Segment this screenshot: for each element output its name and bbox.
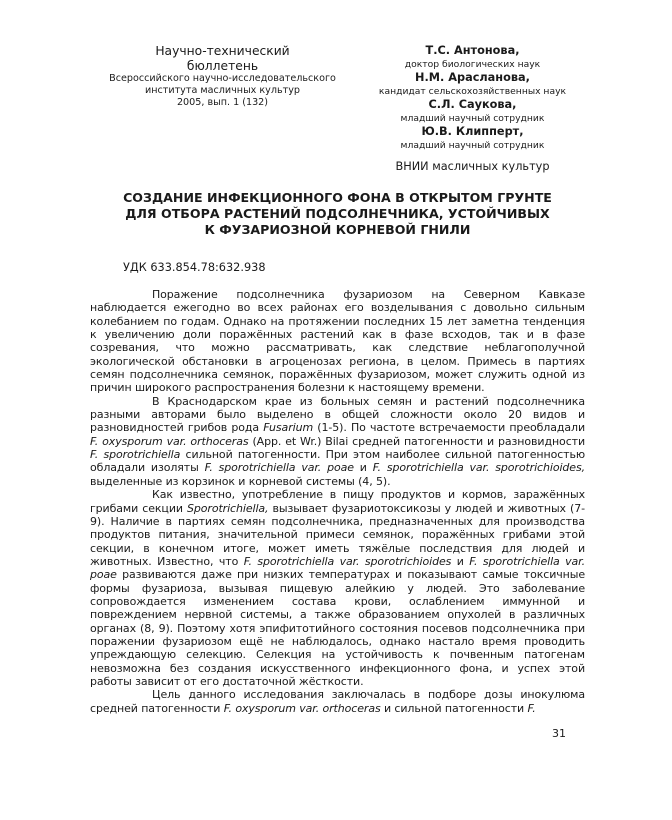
affiliation: ВНИИ масличных культур: [395, 160, 550, 173]
article-title: [90, 190, 585, 237]
text-run: (1-5). По частоте встречаемости преобладали: [313, 421, 585, 435]
article-title-line: К ФУЗАРИОЗНОЙ КОРНЕВОЙ ГНИЛИ: [204, 221, 471, 237]
text-run: и сильной патогенности: [380, 701, 528, 715]
text-run: F. oxysporum var. orthoceras: [90, 434, 249, 448]
text-run: (App. et Wr.) Bilai средней патогенности и разновидности: [248, 434, 585, 448]
author-name: С.Л. Саукова,: [428, 98, 517, 111]
text-run: Как известно, употребление в пищу продуктов и кормов, заражённых грибами секции: [90, 488, 585, 515]
text-run: F.: [527, 701, 536, 715]
text-run: развиваются даже при низких температурах и показывают самые токсичные формы фузариоза, вызывая пищевую алейкию у людей. Это заболевание сопровождается изменением состава крови, ослаблением иммунной и повреждением нервной системы, а также образованием опухолей в различных органах (8, 9). Поэтому хотя эпифитотийного состояния посевов подсолнечника при поражении фузариозом ещё не наблюдалось, однако настало время проводить упреждающую селекцию. Селекция на устойчивость к почвенным патогенам невозможна без создания искусственного инфекционного фона, и успех этой работы зависит от его достаточной жёсткости.: [90, 568, 585, 688]
text-run: F. sporotrichiella var. poae: [90, 554, 585, 582]
article-title-line: СОЗДАНИЕ ИНФЕКЦИОННОГО ФОНА В ОТКРЫТОМ ГРУНТЕ: [123, 190, 552, 205]
page-number: 31: [552, 727, 566, 740]
text-run: и: [353, 461, 373, 475]
text-run: Цель данного исследования заключалась в подборе дозы инокулюма средней патогенности: [90, 688, 585, 715]
author-name: Т.С. Антонова,: [425, 44, 520, 57]
text-run: вызывает фузариотоксикозы у людей и животных (7-9). Наличие в партиях семян подсолнечника, предназначенных для производства продуктов питания, значительной примеси семянок, поражённых грибами этой секции, в конечном итоге, может иметь тяжёлые последствия для людей и животных. Известно, что: [90, 501, 585, 568]
paragraph: [90, 488, 585, 688]
paragraph: [90, 288, 585, 395]
text-run: F. sporotrichiella var. poae: [204, 461, 354, 475]
text-run: выделенные из корзинок и корневой системы (4, 5).: [90, 474, 391, 488]
text-run: F. sporotrichiella var. sporotrichioides: [243, 554, 452, 568]
authors-block: [330, 44, 615, 173]
paragraph: [90, 688, 585, 715]
text-run: сильной патогенности. При этом наиболее сильной патогенностью обладали изоляты: [90, 448, 586, 475]
article-title-line: ДЛЯ ОТБОРА РАСТЕНИЙ ПОДСОЛНЕЧНИКА, УСТОЙЧИВЫХ: [125, 205, 550, 221]
authors-list: [330, 44, 615, 152]
text-run: Поражение подсолнечника фузариозом на Северном Кавказе наблюдается ежегодно во всех районах его возделывания с довольно сильным колебанием по годам. Однако на протяжении последних 15 лет заметна тенденция к увеличению доли поражённых растений как в фазе всходов, так и в фазе созревания, что можно рассматривать, как следствие неблагополучной экологической обстановки в агроценозах региона, в целом. Примесь в партиях семян подсолнечника семянок, поражённых фузариозом, может служить одной из причин широкого распространения болезни к настоящему времени.: [90, 288, 585, 395]
text-run: Sporotrichiella,: [187, 501, 269, 515]
text-run: F. sporotrichiella: [90, 448, 181, 462]
udc-code: УДК 633.854.78:632.938: [123, 261, 266, 274]
journal-title-line: Научно-технический: [155, 44, 290, 58]
journal-institute-line: института масличных культур: [144, 84, 300, 96]
journal-info: [95, 44, 350, 108]
author-role: младший научный сотрудник: [400, 139, 545, 151]
text-run: и: [451, 554, 470, 568]
journal-institute-line: Всероссийского научно-исследовательского: [109, 73, 336, 84]
author-name: Н.М. Арасланова,: [415, 71, 530, 84]
text-run: F. oxysporum var. orthoceras: [223, 701, 381, 715]
author-role: младший научный сотрудник: [400, 112, 545, 124]
journal-issue: 2005, вып. 1 (132): [176, 96, 269, 108]
journal-title-line: бюллетень: [186, 58, 259, 73]
author-name: Ю.В. Клипперт,: [421, 125, 524, 138]
text-run: Fusarium: [263, 421, 314, 435]
text-run: F. sporotrichiella var. sporotrichioides,: [372, 461, 585, 475]
article-body: [90, 288, 585, 715]
author-role: доктор биологических наук: [404, 58, 541, 70]
author-role: кандидат сельскохозяйственных наук: [378, 85, 567, 97]
text-run: В Краснодарском крае из больных семян и растений подсолнечника разными авторами было выделено в общей сложности около 20 видов и разновидностей грибов рода: [90, 394, 585, 435]
paragraph: [90, 395, 585, 488]
